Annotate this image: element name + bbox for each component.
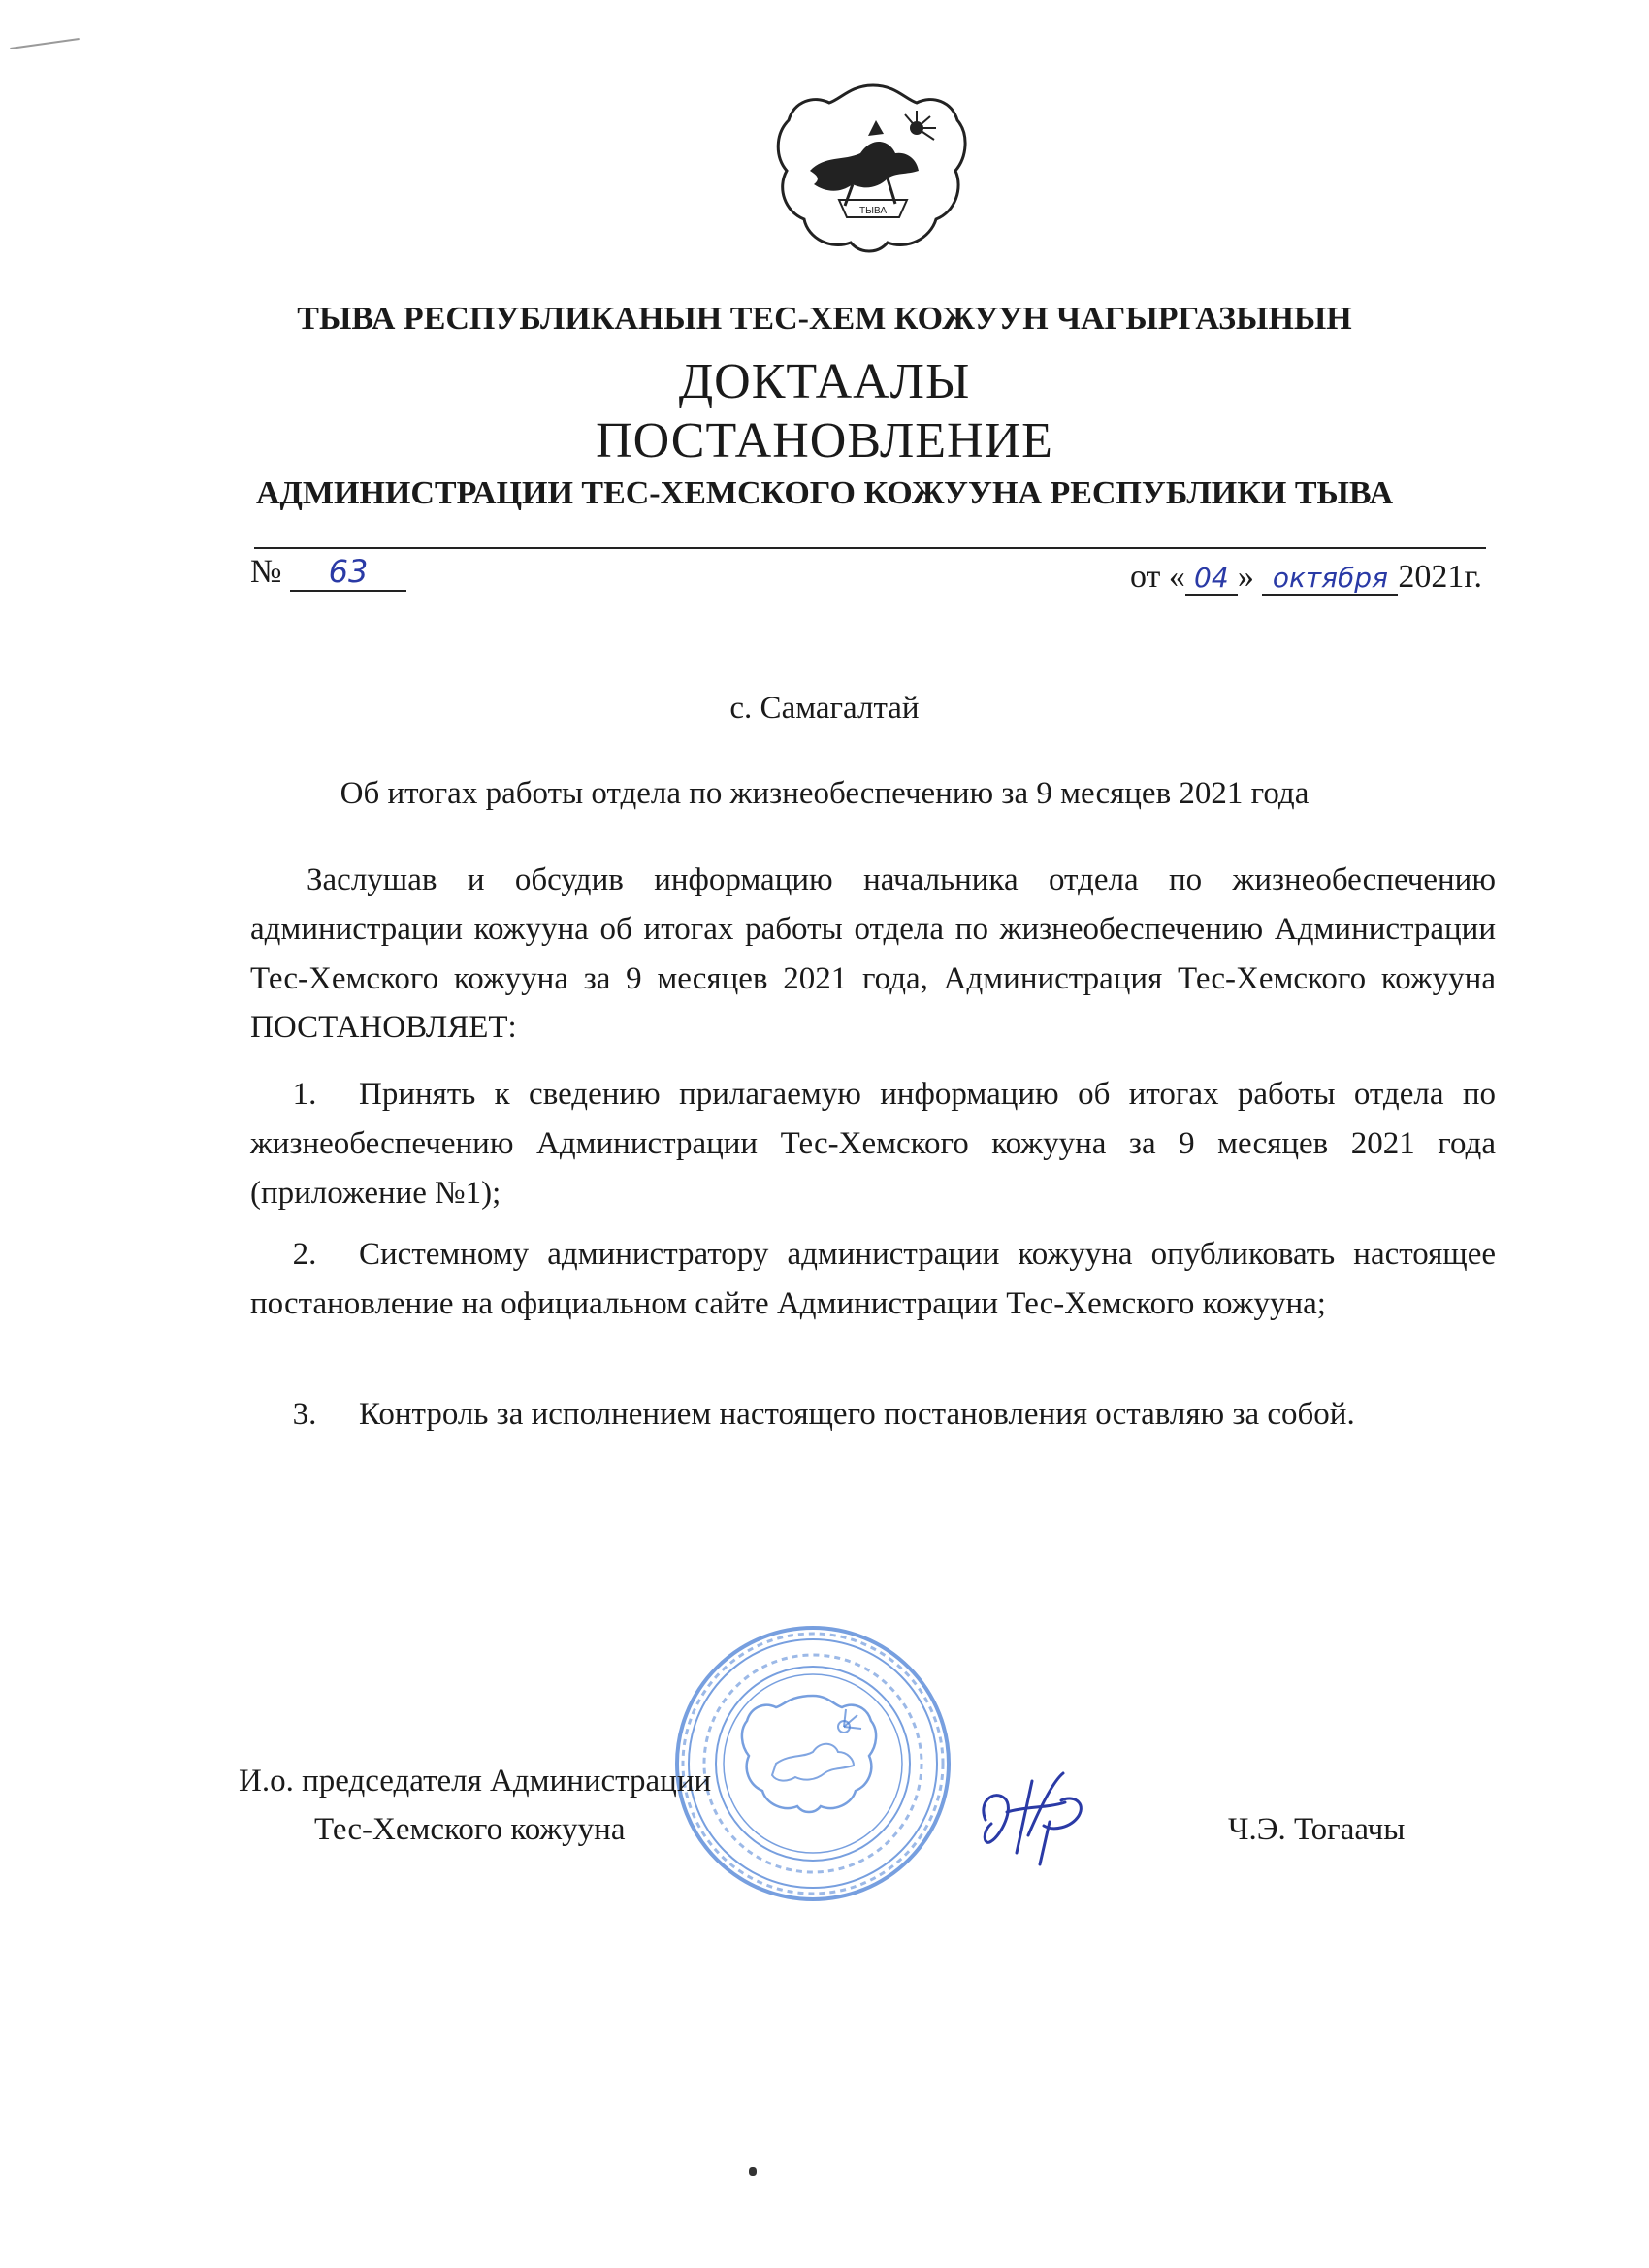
date-day: 04	[1185, 562, 1238, 596]
date-prefix: от «	[1129, 559, 1185, 595]
list-item	[250, 1070, 1496, 1217]
document-title: Об итогах работы отдела по жизнеобеспечению за 9 месяцев 2021 года	[340, 776, 1310, 811]
item-text: Принять к сведению прилагаемую информацию об итогах работы отдела по жизнеобеспечению Администрации Тес-Хемского кожууна за 9 месяцев 2021 года (приложение №1);	[250, 1077, 1496, 1211]
tyva-emblem-icon	[771, 78, 975, 262]
emblem-caption: ТЫВА	[859, 206, 887, 216]
header-divider	[254, 547, 1486, 549]
number-prefix: №	[250, 554, 282, 590]
signatory-role-line2: Тес-Хемского кожууна	[314, 1812, 626, 1847]
intro-paragraph: Заслушав и обсудив информацию начальника отдела по жизнеобеспечению администрации кожууна об итогах работы отдела по жизнеобеспечению Администрации Тес-Хемского кожууна за 9 месяцев 2021 года, Администрация Тес-Хемского кожууна ПОСТАНОВЛЯЕТ:	[250, 862, 1496, 1046]
header-postanovlenie: ПОСТАНОВЛЕНИЕ	[596, 413, 1053, 469]
date-month: октября	[1262, 562, 1398, 596]
list-item	[250, 1390, 1496, 1440]
handwritten-signature-icon	[972, 1764, 1096, 1872]
header-line-tyva: ТЫВА РЕСПУБЛИКАНЫН ТЕС-ХЕМ КОЖУУН ЧАГЫРГАЗЫНЫН	[297, 301, 1352, 337]
scan-artifact-line	[10, 38, 80, 49]
item-number: 2.	[292, 1237, 317, 1272]
scan-artifact-dot	[749, 2167, 757, 2176]
signatory-name: Ч.Э. Тогаачы	[1228, 1812, 1406, 1847]
date-mid: »	[1237, 559, 1254, 595]
header-doktaaly: ДОКТААЛЫ	[678, 354, 971, 409]
item-text: Контроль за исполнением настоящего постановления оставляю за собой.	[359, 1397, 1355, 1432]
place: с. Самагалтай	[729, 691, 920, 726]
number-value: 63	[290, 553, 406, 592]
item-number: 3.	[292, 1397, 317, 1432]
item-text: Системному администратору администрации кожууна опубликовать настоящее постановление на официальном сайте Администрации Тес-Хемского кожууна;	[250, 1237, 1496, 1321]
date-year: 2021г.	[1398, 559, 1482, 595]
document-date	[1130, 559, 1482, 596]
document-number	[250, 553, 406, 592]
header-administration: АДМИНИСТРАЦИИ ТЕС-ХЕМСКОГО КОЖУУНА РЕСПУБЛИКИ ТЫВА	[255, 475, 1394, 511]
signatory-role-line1: И.о. председателя Администрации	[239, 1764, 712, 1798]
list-item	[250, 1230, 1496, 1329]
item-number: 1.	[292, 1077, 317, 1112]
